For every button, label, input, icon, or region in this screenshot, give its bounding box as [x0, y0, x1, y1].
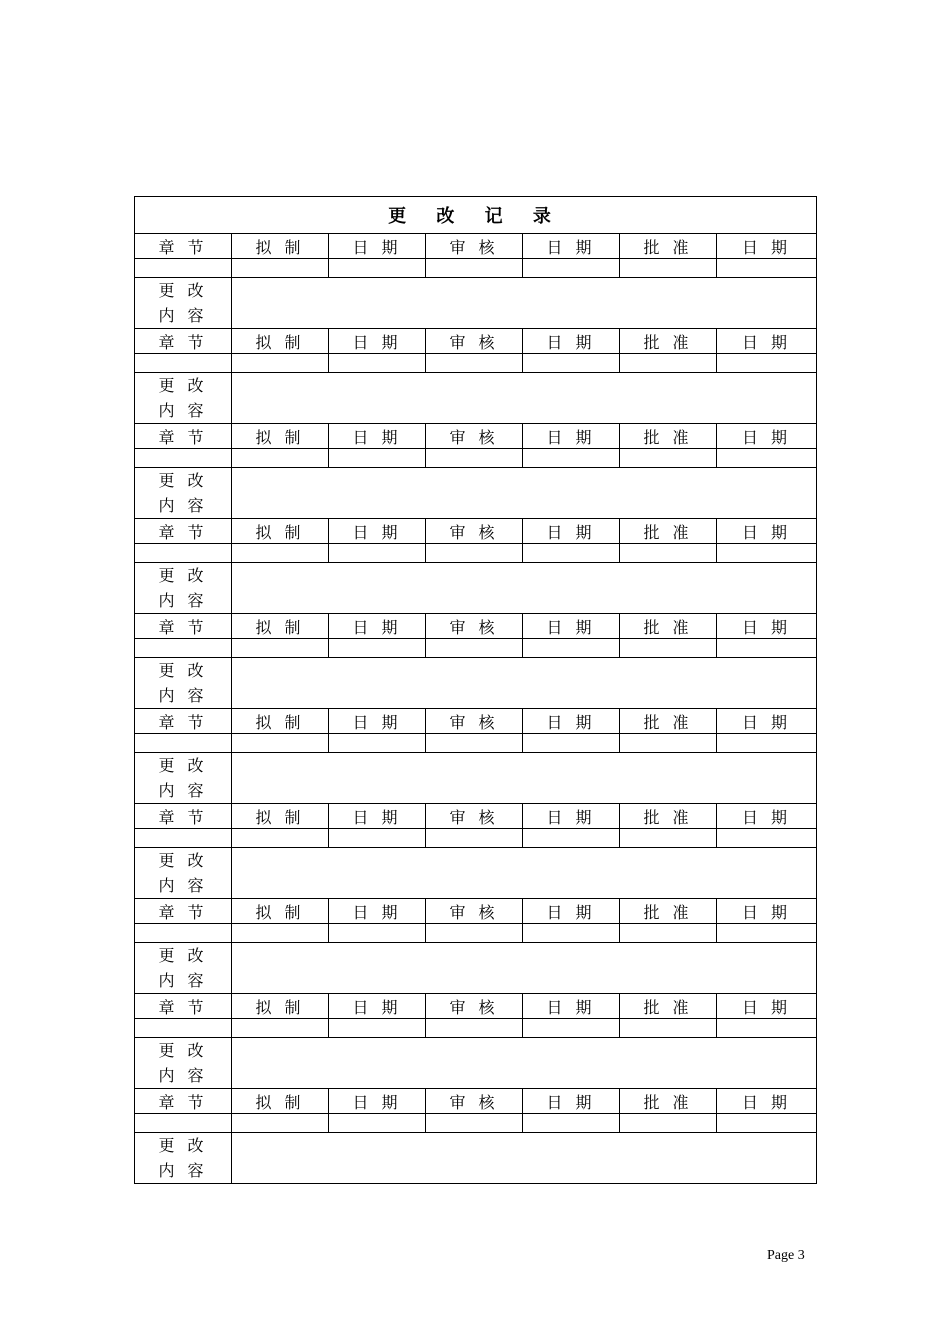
- header-cell-drafter: 拟 制: [232, 329, 329, 354]
- value-cell-drafter[interactable]: [232, 639, 329, 658]
- header-cell-reviewer: 审 核: [426, 899, 523, 924]
- header-cell-approve-date: 日 期: [717, 519, 817, 544]
- change-content-cell[interactable]: [232, 753, 817, 804]
- value-cell-draft-date[interactable]: [329, 259, 426, 278]
- header-cell-chapter: 章 节: [135, 329, 232, 354]
- change-content-cell[interactable]: [232, 658, 817, 709]
- header-cell-reviewer: 审 核: [426, 709, 523, 734]
- header-row: [135, 899, 817, 924]
- value-cell-chapter[interactable]: [135, 544, 232, 563]
- value-cell-review-date[interactable]: [523, 924, 620, 943]
- change-content-cell[interactable]: [232, 848, 817, 899]
- value-cell-chapter[interactable]: [135, 829, 232, 848]
- value-cell-chapter[interactable]: [135, 924, 232, 943]
- header-cell-review-date: 日 期: [523, 329, 620, 354]
- header-cell-reviewer: 审 核: [426, 234, 523, 259]
- header-row: [135, 709, 817, 734]
- header-cell-draft-date: 日 期: [329, 519, 426, 544]
- value-cell-review-date[interactable]: [523, 449, 620, 468]
- header-row: [135, 804, 817, 829]
- value-row: [135, 1019, 817, 1038]
- change-label-line2: 内 容: [158, 781, 208, 800]
- header-cell-draft-date: 日 期: [329, 424, 426, 449]
- value-cell-drafter[interactable]: [232, 449, 329, 468]
- header-cell-review-date: 日 期: [523, 709, 620, 734]
- header-row: [135, 519, 817, 544]
- header-cell-approver: 批 准: [620, 614, 717, 639]
- header-cell-review-date: 日 期: [523, 424, 620, 449]
- change-label-line1: 更 改: [158, 1136, 208, 1155]
- value-cell-review-date[interactable]: [523, 829, 620, 848]
- header-cell-chapter: 章 节: [135, 519, 232, 544]
- value-cell-approver[interactable]: [620, 1019, 717, 1038]
- value-cell-approver[interactable]: [620, 1114, 717, 1133]
- value-cell-draft-date[interactable]: [329, 829, 426, 848]
- change-label-line1: 更 改: [158, 756, 208, 775]
- change-label-line2: 内 容: [158, 401, 208, 420]
- value-cell-drafter[interactable]: [232, 734, 329, 753]
- value-cell-chapter[interactable]: [135, 734, 232, 753]
- change-content-row: [135, 468, 817, 519]
- header-cell-review-date: 日 期: [523, 994, 620, 1019]
- header-cell-drafter: 拟 制: [232, 424, 329, 449]
- change-content-label: [135, 1133, 232, 1184]
- change-content-row: [135, 1133, 817, 1184]
- change-content-row: [135, 563, 817, 614]
- value-cell-drafter[interactable]: [232, 1114, 329, 1133]
- value-cell-approve-date[interactable]: [717, 1114, 817, 1133]
- header-cell-approver: 批 准: [620, 899, 717, 924]
- value-cell-approve-date[interactable]: [717, 924, 817, 943]
- header-cell-reviewer: 审 核: [426, 519, 523, 544]
- header-cell-approve-date: 日 期: [717, 234, 817, 259]
- value-cell-approve-date[interactable]: [717, 449, 817, 468]
- change-content-cell[interactable]: [232, 1038, 817, 1089]
- header-cell-draft-date: 日 期: [329, 234, 426, 259]
- header-cell-approve-date: 日 期: [717, 899, 817, 924]
- header-cell-review-date: 日 期: [523, 1089, 620, 1114]
- header-cell-draft-date: 日 期: [329, 329, 426, 354]
- value-cell-draft-date[interactable]: [329, 449, 426, 468]
- header-cell-approver: 批 准: [620, 709, 717, 734]
- value-cell-approve-date[interactable]: [717, 354, 817, 373]
- change-label-line2: 内 容: [158, 971, 208, 990]
- header-cell-chapter: 章 节: [135, 424, 232, 449]
- header-row: [135, 424, 817, 449]
- header-cell-reviewer: 审 核: [426, 1089, 523, 1114]
- value-cell-reviewer[interactable]: [426, 1114, 523, 1133]
- change-content-row: [135, 278, 817, 329]
- value-cell-draft-date[interactable]: [329, 544, 426, 563]
- value-row: [135, 734, 817, 753]
- header-row: [135, 329, 817, 354]
- value-cell-chapter[interactable]: [135, 449, 232, 468]
- header-cell-approver: 批 准: [620, 329, 717, 354]
- value-cell-approver[interactable]: [620, 924, 717, 943]
- header-cell-drafter: 拟 制: [232, 899, 329, 924]
- change-content-row: [135, 1038, 817, 1089]
- page-number: Page 3: [767, 1248, 805, 1263]
- change-content-cell[interactable]: [232, 563, 817, 614]
- header-cell-approver: 批 准: [620, 1089, 717, 1114]
- change-label-line1: 更 改: [158, 946, 208, 965]
- value-cell-drafter[interactable]: [232, 829, 329, 848]
- change-record-table: [134, 196, 817, 1184]
- change-content-row: [135, 753, 817, 804]
- value-cell-reviewer[interactable]: [426, 734, 523, 753]
- value-cell-approve-date[interactable]: [717, 734, 817, 753]
- header-cell-approve-date: 日 期: [717, 804, 817, 829]
- value-cell-approve-date[interactable]: [717, 259, 817, 278]
- change-label-line1: 更 改: [158, 281, 208, 300]
- header-cell-reviewer: 审 核: [426, 614, 523, 639]
- value-cell-drafter[interactable]: [232, 544, 329, 563]
- header-cell-reviewer: 审 核: [426, 994, 523, 1019]
- change-label-line1: 更 改: [158, 376, 208, 395]
- value-cell-reviewer[interactable]: [426, 449, 523, 468]
- header-cell-drafter: 拟 制: [232, 994, 329, 1019]
- value-cell-draft-date[interactable]: [329, 734, 426, 753]
- value-cell-chapter[interactable]: [135, 1019, 232, 1038]
- value-cell-reviewer[interactable]: [426, 829, 523, 848]
- header-cell-approver: 批 准: [620, 804, 717, 829]
- header-cell-approve-date: 日 期: [717, 994, 817, 1019]
- change-content-row: [135, 658, 817, 709]
- value-row: [135, 924, 817, 943]
- value-cell-approver[interactable]: [620, 449, 717, 468]
- header-cell-review-date: 日 期: [523, 519, 620, 544]
- change-content-label: [135, 943, 232, 994]
- header-cell-approver: 批 准: [620, 519, 717, 544]
- change-content-label: [135, 658, 232, 709]
- change-content-cell[interactable]: [232, 943, 817, 994]
- header-cell-reviewer: 审 核: [426, 804, 523, 829]
- change-label-line2: 内 容: [158, 876, 208, 895]
- value-cell-review-date[interactable]: [523, 639, 620, 658]
- change-content-cell[interactable]: [232, 278, 817, 329]
- change-label-line1: 更 改: [158, 851, 208, 870]
- value-cell-drafter[interactable]: [232, 259, 329, 278]
- change-label-line1: 更 改: [158, 1041, 208, 1060]
- header-row: [135, 234, 817, 259]
- header-cell-reviewer: 审 核: [426, 424, 523, 449]
- value-row: [135, 1114, 817, 1133]
- header-cell-approve-date: 日 期: [717, 1089, 817, 1114]
- value-cell-draft-date[interactable]: [329, 924, 426, 943]
- header-cell-chapter: 章 节: [135, 614, 232, 639]
- change-content-label: [135, 563, 232, 614]
- header-row: [135, 1089, 817, 1114]
- change-content-row: [135, 373, 817, 424]
- value-cell-drafter[interactable]: [232, 924, 329, 943]
- change-content-cell[interactable]: [232, 373, 817, 424]
- change-label-line2: 内 容: [158, 686, 208, 705]
- header-cell-drafter: 拟 制: [232, 804, 329, 829]
- value-cell-chapter[interactable]: [135, 354, 232, 373]
- value-cell-approve-date[interactable]: [717, 1019, 817, 1038]
- value-cell-review-date[interactable]: [523, 354, 620, 373]
- value-cell-approver[interactable]: [620, 259, 717, 278]
- change-content-label: [135, 468, 232, 519]
- value-cell-chapter[interactable]: [135, 639, 232, 658]
- header-cell-chapter: 章 节: [135, 804, 232, 829]
- header-cell-review-date: 日 期: [523, 234, 620, 259]
- header-cell-chapter: 章 节: [135, 899, 232, 924]
- header-cell-approve-date: 日 期: [717, 329, 817, 354]
- header-cell-chapter: 章 节: [135, 234, 232, 259]
- value-cell-review-date[interactable]: [523, 544, 620, 563]
- header-cell-review-date: 日 期: [523, 899, 620, 924]
- change-content-label: [135, 1038, 232, 1089]
- value-cell-approver[interactable]: [620, 829, 717, 848]
- change-content-row: [135, 943, 817, 994]
- header-cell-draft-date: 日 期: [329, 804, 426, 829]
- header-cell-draft-date: 日 期: [329, 899, 426, 924]
- value-cell-approver[interactable]: [620, 639, 717, 658]
- change-content-label: [135, 848, 232, 899]
- header-row: [135, 994, 817, 1019]
- header-cell-approve-date: 日 期: [717, 709, 817, 734]
- table-title: 更 改 记 录: [135, 197, 817, 234]
- value-cell-reviewer[interactable]: [426, 924, 523, 943]
- value-cell-review-date[interactable]: [523, 1114, 620, 1133]
- value-cell-reviewer[interactable]: [426, 259, 523, 278]
- header-cell-review-date: 日 期: [523, 614, 620, 639]
- value-cell-drafter[interactable]: [232, 1019, 329, 1038]
- value-cell-approve-date[interactable]: [717, 639, 817, 658]
- header-cell-drafter: 拟 制: [232, 709, 329, 734]
- header-cell-drafter: 拟 制: [232, 519, 329, 544]
- header-cell-chapter: 章 节: [135, 1089, 232, 1114]
- value-cell-draft-date[interactable]: [329, 354, 426, 373]
- change-label-line2: 内 容: [158, 1066, 208, 1085]
- header-row: [135, 614, 817, 639]
- value-cell-reviewer[interactable]: [426, 354, 523, 373]
- header-cell-approver: 批 准: [620, 424, 717, 449]
- change-label-line1: 更 改: [158, 566, 208, 585]
- value-cell-approve-date[interactable]: [717, 829, 817, 848]
- value-cell-review-date[interactable]: [523, 259, 620, 278]
- change-content-label: [135, 278, 232, 329]
- change-label-line2: 内 容: [158, 591, 208, 610]
- header-cell-approver: 批 准: [620, 234, 717, 259]
- value-cell-approve-date[interactable]: [717, 544, 817, 563]
- change-label-line1: 更 改: [158, 471, 208, 490]
- value-cell-reviewer[interactable]: [426, 544, 523, 563]
- value-cell-review-date[interactable]: [523, 734, 620, 753]
- header-cell-approver: 批 准: [620, 994, 717, 1019]
- value-cell-reviewer[interactable]: [426, 639, 523, 658]
- change-label-line2: 内 容: [158, 306, 208, 325]
- value-cell-chapter[interactable]: [135, 1114, 232, 1133]
- value-row: [135, 354, 817, 373]
- value-cell-reviewer[interactable]: [426, 1019, 523, 1038]
- change-label-line1: 更 改: [158, 661, 208, 680]
- value-cell-draft-date[interactable]: [329, 1114, 426, 1133]
- header-cell-approve-date: 日 期: [717, 614, 817, 639]
- change-label-line2: 内 容: [158, 496, 208, 515]
- header-cell-drafter: 拟 制: [232, 614, 329, 639]
- change-content-label: [135, 373, 232, 424]
- header-cell-drafter: 拟 制: [232, 1089, 329, 1114]
- value-cell-chapter[interactable]: [135, 259, 232, 278]
- value-cell-drafter[interactable]: [232, 354, 329, 373]
- value-row: [135, 829, 817, 848]
- header-cell-reviewer: 审 核: [426, 329, 523, 354]
- value-cell-approver[interactable]: [620, 544, 717, 563]
- value-cell-draft-date[interactable]: [329, 639, 426, 658]
- change-content-cell[interactable]: [232, 468, 817, 519]
- value-row: [135, 449, 817, 468]
- header-cell-draft-date: 日 期: [329, 994, 426, 1019]
- header-cell-chapter: 章 节: [135, 709, 232, 734]
- header-cell-chapter: 章 节: [135, 994, 232, 1019]
- header-cell-draft-date: 日 期: [329, 709, 426, 734]
- value-cell-approver[interactable]: [620, 354, 717, 373]
- header-cell-approve-date: 日 期: [717, 424, 817, 449]
- value-row: [135, 544, 817, 563]
- value-cell-approver[interactable]: [620, 734, 717, 753]
- header-cell-drafter: 拟 制: [232, 234, 329, 259]
- change-content-label: [135, 753, 232, 804]
- value-cell-draft-date[interactable]: [329, 1019, 426, 1038]
- change-label-line2: 内 容: [158, 1161, 208, 1180]
- change-content-row: [135, 848, 817, 899]
- change-content-cell[interactable]: [232, 1133, 817, 1184]
- value-cell-review-date[interactable]: [523, 1019, 620, 1038]
- header-cell-draft-date: 日 期: [329, 1089, 426, 1114]
- value-row: [135, 259, 817, 278]
- value-row: [135, 639, 817, 658]
- header-cell-review-date: 日 期: [523, 804, 620, 829]
- header-cell-draft-date: 日 期: [329, 614, 426, 639]
